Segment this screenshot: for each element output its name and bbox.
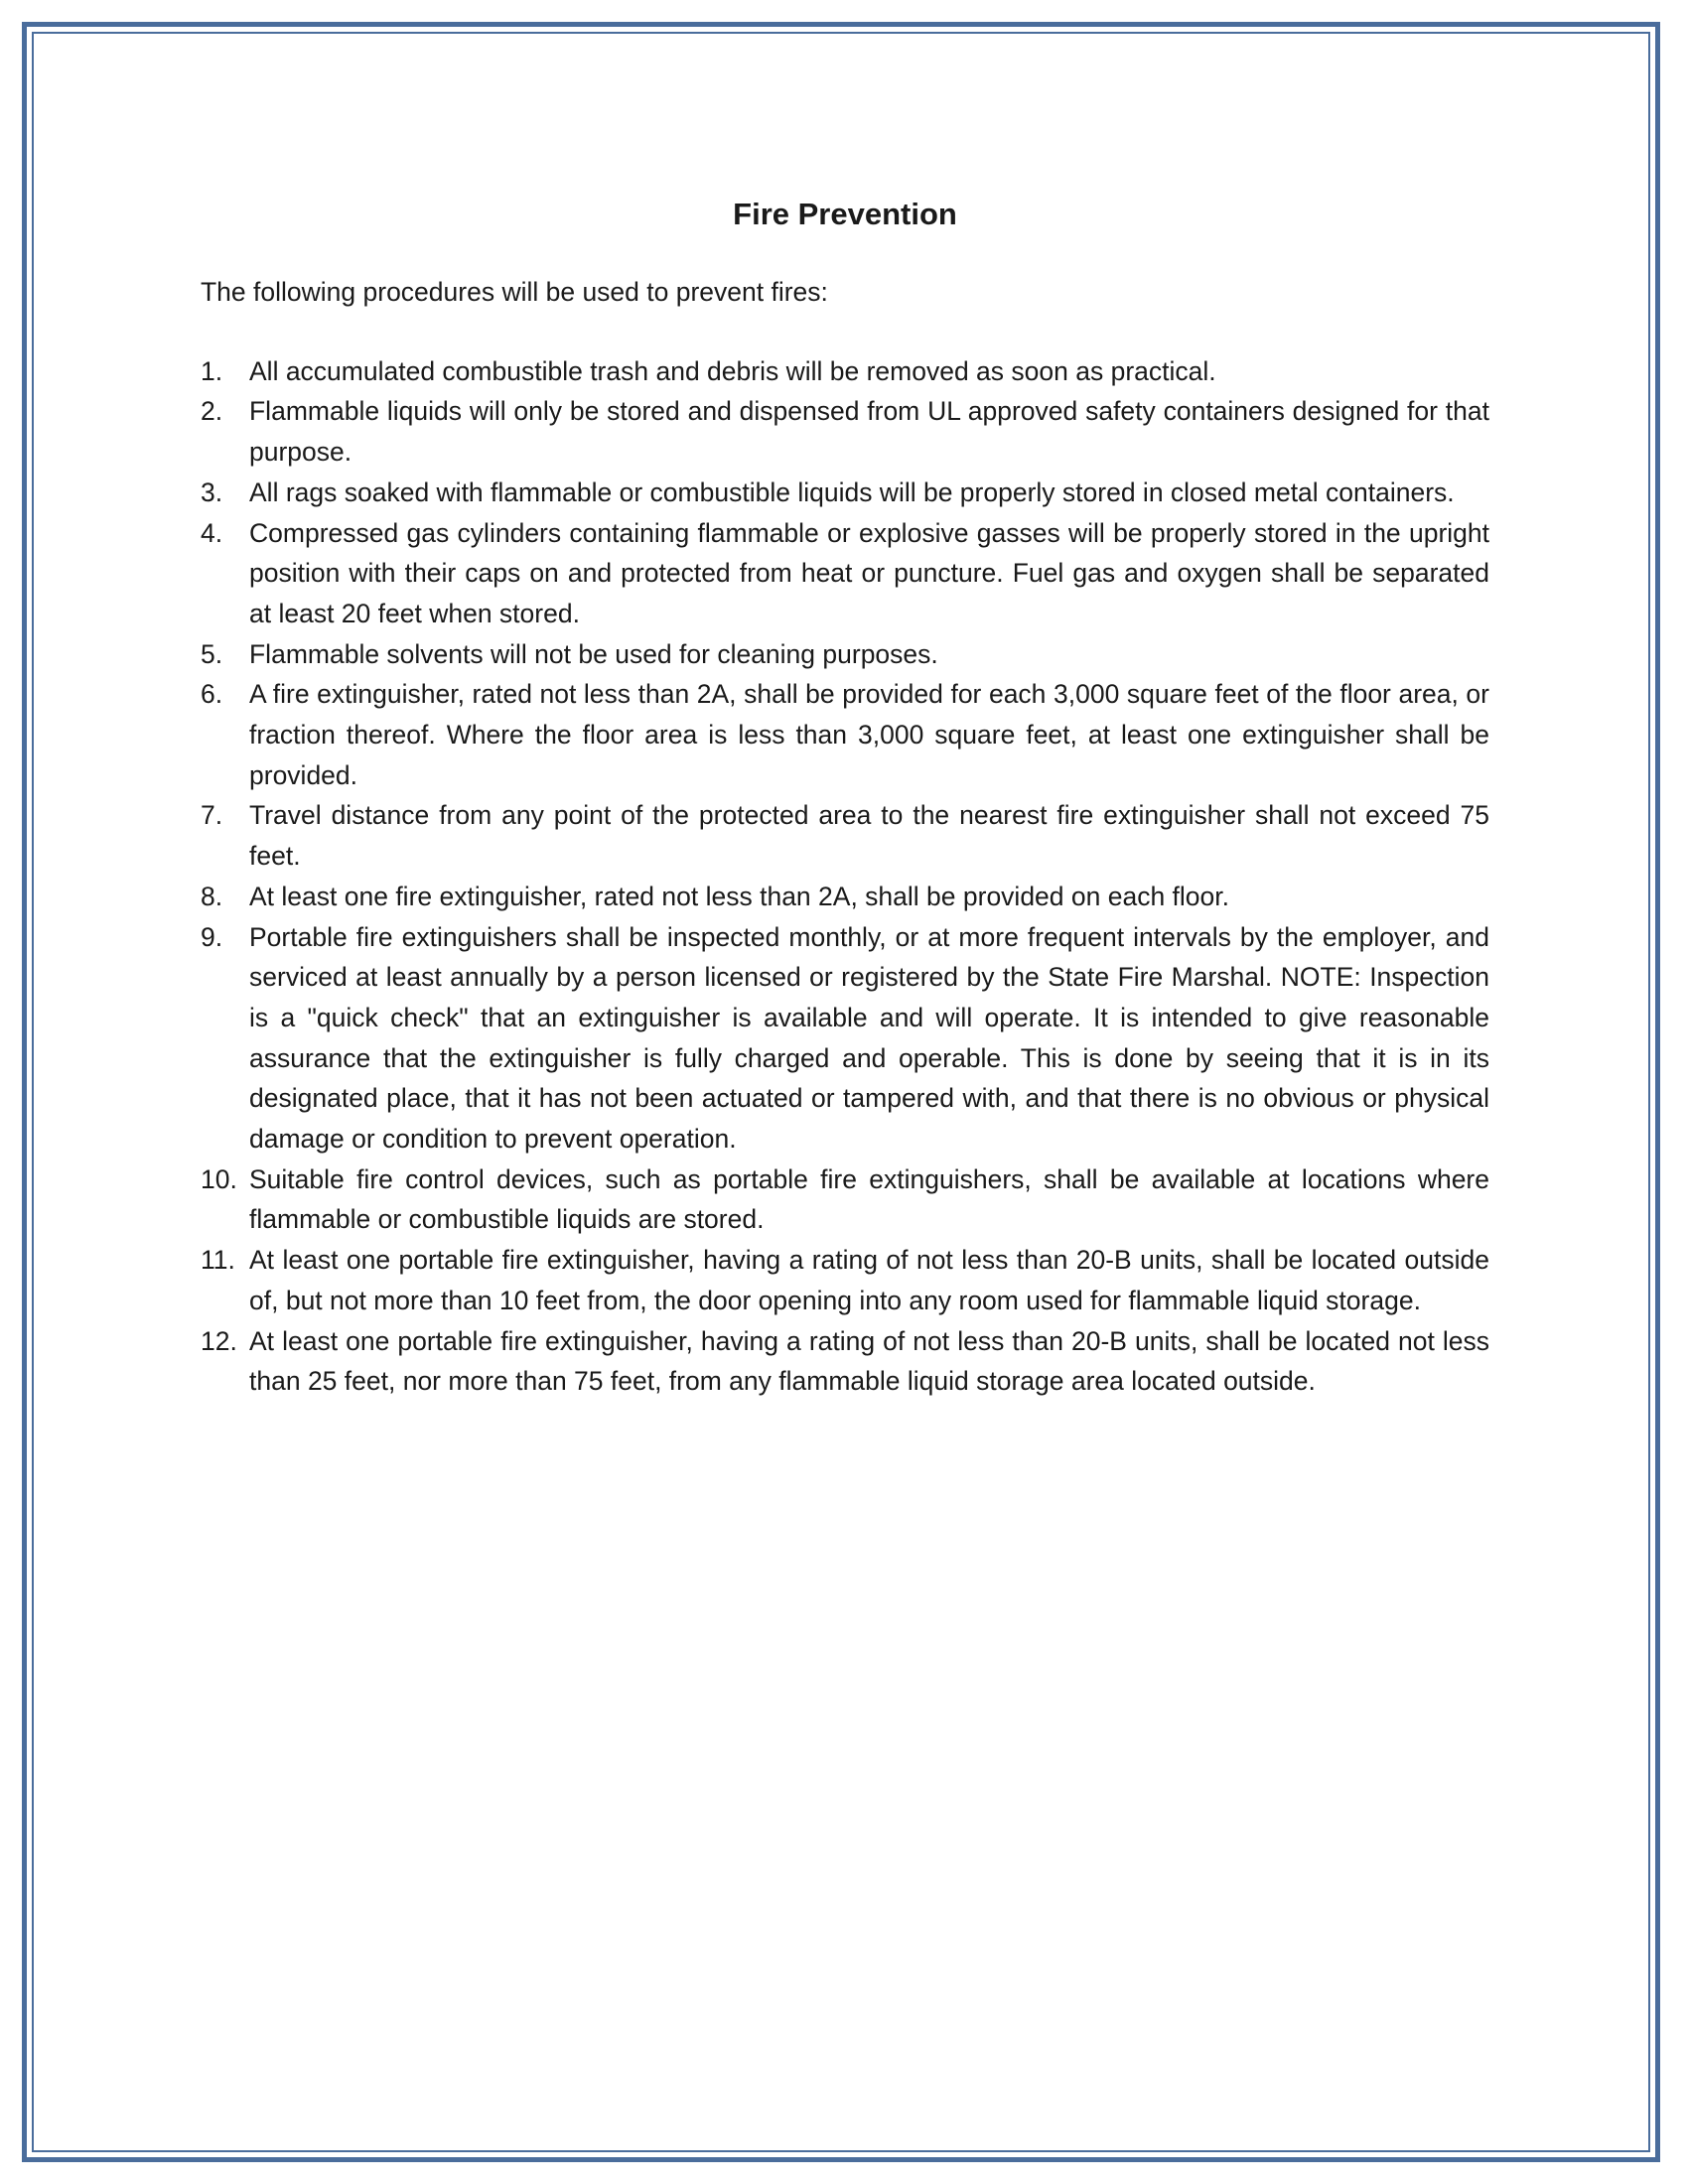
- item-text: Suitable fire control devices, such as portable fire extinguishers, shall be available at locations where flammable or combustible liquids are stored.: [249, 1163, 1489, 1235]
- item-number: 5.: [201, 638, 223, 669]
- list-item: [201, 795, 1489, 876]
- item-number: 11.: [201, 1245, 235, 1276]
- item-text: Portable fire extinguishers shall be inspected monthly, or at more frequent intervals by the employer, and serviced at least annually by a person licensed or registered by the State Fire Marshal. NOTE: Inspection is a "quick check" that an extinguisher is available and will operate. It is intended to give reasonable assurance that the extinguisher is fully charged and operable. This is done by seeing that it is in its designated place, that it has not been actuated or tampered with, and that there is no obvious or physical damage or condition to prevent operation.: [249, 921, 1489, 1155]
- item-number: 1.: [201, 355, 223, 386]
- item-text: At least one portable fire extinguisher, having a rating of not less than 20-B units, shall be located not less than 25 feet, nor more than 75 feet, from any flammable liquid storage area located outside.: [249, 1325, 1489, 1397]
- list-item: [201, 391, 1489, 472]
- list-item: [201, 877, 1489, 917]
- item-number: 12.: [201, 1325, 237, 1356]
- item-number: 2.: [201, 396, 223, 427]
- item-text: Travel distance from any point of the protected area to the nearest fire extinguisher shall not exceed 75 feet.: [249, 800, 1489, 872]
- item-number: 10.: [201, 1163, 237, 1194]
- item-number: 3.: [201, 477, 223, 507]
- list-item: [201, 1160, 1489, 1240]
- item-number: 9.: [201, 921, 223, 952]
- document-body: [201, 195, 1489, 1402]
- item-number: 4.: [201, 517, 223, 548]
- item-text: Compressed gas cylinders containing flammable or explosive gasses will be properly stored in the upright position with their caps on and protected from heat or puncture. Fuel gas and oxygen shall be separated at least 20 feet when stored.: [249, 517, 1489, 628]
- item-text: At least one portable fire extinguisher, having a rating of not less than 20-B units, shall be located outside of, but not more than 10 feet from, the door opening into any room used for flammable liquid storage.: [249, 1245, 1489, 1315]
- item-text: At least one fire extinguisher, rated not less than 2A, shall be provided on each floor.: [249, 881, 1230, 911]
- list-item: [201, 917, 1489, 1160]
- item-text: All rags soaked with flammable or combustible liquids will be properly stored in closed metal containers.: [249, 477, 1455, 507]
- item-text: Flammable solvents will not be used for cleaning purposes.: [249, 638, 938, 669]
- list-item: [201, 634, 1489, 675]
- item-text: All accumulated combustible trash and debris will be removed as soon as practical.: [249, 355, 1216, 386]
- list-item: [201, 674, 1489, 795]
- item-number: 7.: [201, 800, 223, 831]
- procedures-list: [201, 351, 1489, 1402]
- list-item: [201, 473, 1489, 513]
- item-number: 8.: [201, 881, 223, 911]
- list-item: [201, 1240, 1489, 1320]
- intro-paragraph: The following procedures will be used to prevent fires:: [201, 277, 828, 307]
- item-number: 6.: [201, 679, 223, 710]
- list-item: [201, 1321, 1489, 1402]
- item-text: Flammable liquids will only be stored and dispensed from UL approved safety containers designed for that purpose.: [249, 396, 1489, 468]
- list-item: [201, 351, 1489, 392]
- list-item: [201, 513, 1489, 634]
- document-title: Fire Prevention: [733, 197, 957, 231]
- item-text: A fire extinguisher, rated not less than 2A, shall be provided for each 3,000 square feet of the floor area, or fraction thereof. Where the floor area is less than 3,000 square feet, at least one extinguisher shall be provided.: [249, 679, 1489, 790]
